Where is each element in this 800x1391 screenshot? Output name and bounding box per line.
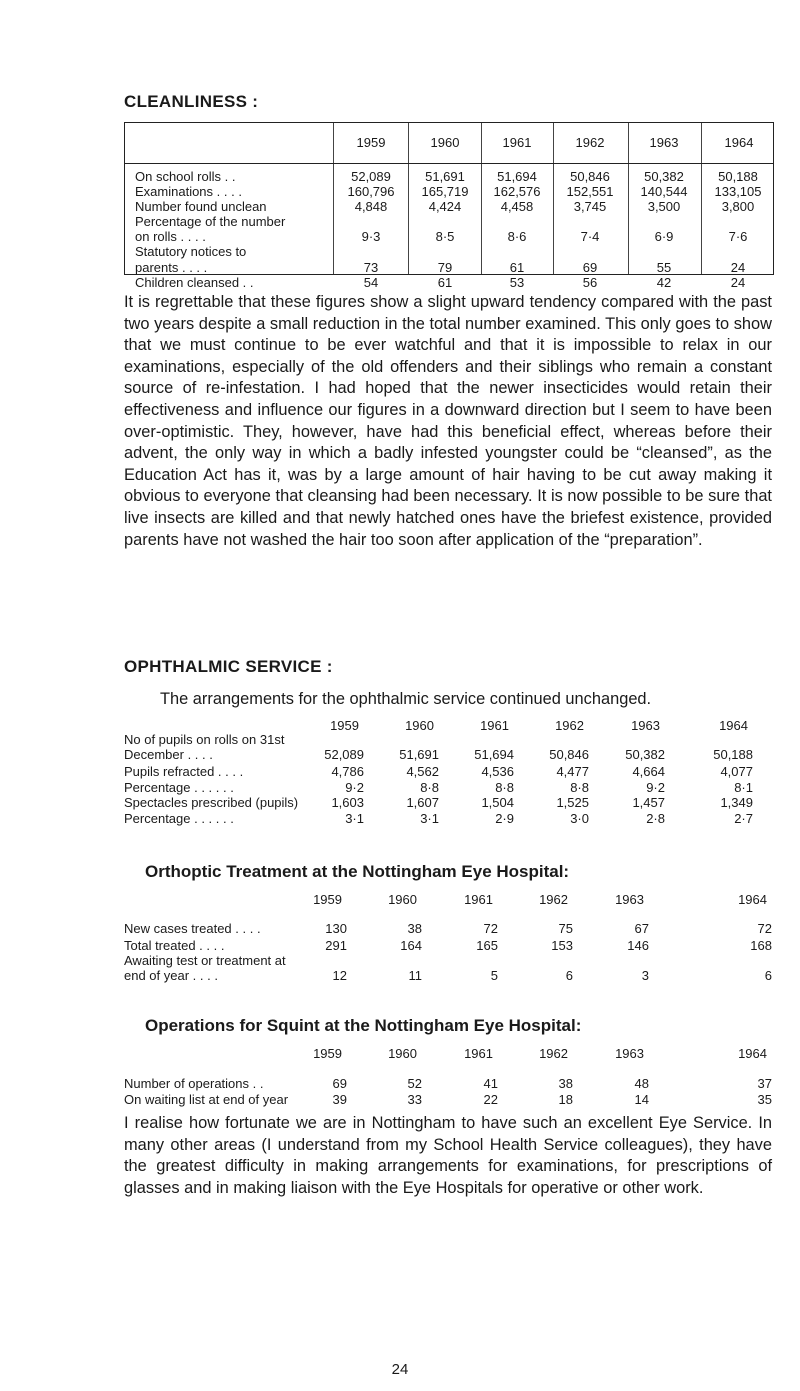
year-header: 1961 [502, 135, 532, 150]
table-cell: 42 [656, 275, 672, 290]
row-label: Total treated . . . . [124, 938, 225, 953]
table-cell: 4,664 [632, 764, 665, 779]
table-cell: 18 [558, 1092, 573, 1107]
table-cell: 72 [757, 921, 772, 936]
year-header: 1960 [430, 135, 460, 150]
year-header: 1959 [356, 135, 386, 150]
table-cell: 3·1 [345, 811, 364, 826]
year-header: 1959 [313, 892, 342, 907]
header-divider [125, 163, 773, 164]
table-cell: 22 [483, 1092, 498, 1107]
row-label: Spectacles prescribed (pupils) [124, 795, 299, 810]
table-row [124, 764, 774, 780]
table-cell: 1,603 [331, 795, 364, 810]
table-cell: 4,562 [406, 764, 439, 779]
year-header-row [124, 1046, 774, 1062]
table-cell: 8·5 [435, 229, 455, 244]
table-cell: 140,544 [640, 184, 688, 199]
table-row [124, 953, 774, 969]
table-cell: 9·2 [646, 780, 665, 795]
table-row [124, 968, 774, 984]
table-cell: 130 [325, 921, 347, 936]
row-label: Number of operations . . [124, 1076, 264, 1091]
table-cell: 51,694 [474, 747, 514, 762]
year-header: 1961 [464, 1046, 493, 1061]
year-header: 1961 [464, 892, 493, 907]
table-cell: 9·2 [345, 780, 364, 795]
year-header: 1963 [631, 718, 660, 733]
table-cell: 14 [634, 1092, 649, 1107]
row-label: December . . . . [124, 747, 213, 762]
table-cell: 50,382 [644, 169, 684, 184]
year-header: 1962 [539, 1046, 568, 1061]
year-header: 1960 [388, 892, 417, 907]
table-cell: 165,719 [421, 184, 469, 199]
table-row [124, 938, 774, 954]
table-cell: 291 [325, 938, 347, 953]
table-cell: 6 [764, 968, 772, 983]
table-cell: 67 [634, 921, 649, 936]
table-cell: 55 [656, 260, 672, 275]
table-cell: 79 [437, 260, 453, 275]
table-row [124, 795, 774, 811]
table-cell: 50,188 [713, 747, 753, 762]
row-label: On school rolls . . [135, 169, 236, 184]
table-row [124, 1092, 774, 1108]
ophthalmic-intro: The arrangements for the ophthalmic service continued unchanged. [160, 690, 652, 708]
year-header: 1962 [575, 135, 605, 150]
table-cell: 8·8 [570, 780, 589, 795]
table-cell: 11 [408, 968, 422, 983]
row-label: No of pupils on rolls on 31st [124, 732, 285, 747]
table-cell: 3,500 [647, 199, 681, 214]
year-header: 1960 [405, 718, 434, 733]
year-header: 1964 [724, 135, 754, 150]
squint-heading: Operations for Squint at the Nottingham Eye Hospital: [145, 1016, 582, 1035]
table-cell: 162,576 [493, 184, 541, 199]
table-cell: 2·8 [646, 811, 665, 826]
cleanliness-paragraph: It is regrettable that these figures show a slight upward tendency compared with the past two years despite a small reduction in the total number examined. This only goes to show that we must continue to be ever watchful and that it is impossible to relax in our examinations, especially of the old offenders and their siblings who remain a constant source of re-infestation. I had hoped that the newer insecticides would retain their effectiveness and influence our figures in a downward direction but I seem to have been over-optimistic. They, however, have had this beneficial effect, whereas before their advent, the only way in which a badly infested youngster could be “cleansed”, as the Education Act has it, was by a large amount of hair having to be cut away making it obvious to everyone that cleansing had been necessary. It is now possible to be sure that live insects are killed and that newly hatched ones have the briefest existence, provided parents have not washed the hair too soon after application of the “preparation”. [124, 293, 772, 549]
table-cell: 50,846 [549, 747, 589, 762]
table-cell: 7·4 [580, 229, 600, 244]
table-cell: 8·6 [507, 229, 527, 244]
year-header: 1962 [539, 892, 568, 907]
table-cell: 38 [407, 921, 422, 936]
table-cell: 3·1 [420, 811, 439, 826]
year-header: 1959 [313, 1046, 342, 1061]
table-cell: 4,477 [556, 764, 589, 779]
row-label: Awaiting test or treatment at [124, 953, 286, 968]
row-label: On waiting list at end of year [124, 1092, 289, 1107]
table-cell: 52 [407, 1076, 422, 1091]
table-cell: 35 [757, 1092, 772, 1107]
table-cell: 48 [634, 1076, 649, 1091]
row-label: Children cleansed . . [135, 275, 254, 290]
table-cell: 168 [750, 938, 772, 953]
table-cell: 69 [332, 1076, 347, 1091]
row-label: Number found unclean [135, 199, 267, 214]
row-label: Statutory notices to [135, 244, 247, 259]
table-cell: 75 [558, 921, 573, 936]
row-label: Percentage . . . . . . [124, 811, 234, 826]
year-header: 1964 [738, 892, 767, 907]
year-header: 1960 [388, 1046, 417, 1061]
table-cell: 165 [476, 938, 498, 953]
table-cell: 24 [730, 260, 746, 275]
ophthalmic-heading: OPHTHALMIC SERVICE : [124, 657, 333, 676]
table-cell: 52,089 [351, 169, 391, 184]
row-label: Examinations . . . . [135, 184, 242, 199]
row-label: Percentage of the number [135, 214, 286, 229]
closing-paragraph: I realise how fortunate we are in Nottingham to have such an excellent Eye Service. In many other areas (I understand from my School Health Service colleagues), they have the greatest difficulty in making arrangements for examinations, for prescriptions of glasses and in making liaison with the Eye Hospitals for operative or other work. [124, 1114, 772, 1197]
table-cell: 24 [730, 275, 746, 290]
table-row [124, 780, 774, 796]
table-cell: 2·9 [495, 811, 514, 826]
table-row [124, 732, 774, 748]
table-cell: 4,458 [500, 199, 534, 214]
table-cell: 4,077 [720, 764, 753, 779]
table-cell: 7·6 [728, 229, 748, 244]
table-cell: 50,382 [625, 747, 665, 762]
table-cell: 37 [757, 1076, 772, 1091]
year-header: 1963 [615, 892, 644, 907]
table-cell: 1,457 [632, 795, 665, 810]
year-header: 1964 [738, 1046, 767, 1061]
table-cell: 50,846 [570, 169, 610, 184]
table-cell: 33 [407, 1092, 422, 1107]
table-cell: 1,525 [556, 795, 589, 810]
cleanliness-heading: CLEANLINESS : [124, 92, 259, 111]
table-cell: 72 [483, 921, 498, 936]
year-header: 1963 [615, 1046, 644, 1061]
table-cell: 51,694 [497, 169, 537, 184]
table-cell: 4,424 [428, 199, 462, 214]
table-cell: 61 [437, 275, 453, 290]
year-header: 1961 [480, 718, 509, 733]
table-cell: 153 [551, 938, 573, 953]
year-header: 1964 [719, 718, 748, 733]
table-cell: 3,745 [573, 199, 607, 214]
table-cell: 39 [332, 1092, 347, 1107]
row-label: Pupils refracted . . . . [124, 764, 244, 779]
cleanliness-table [124, 122, 774, 290]
table-cell: 9·3 [361, 229, 381, 244]
table-cell: 50,188 [718, 169, 758, 184]
table-cell: 53 [509, 275, 525, 290]
row-label: New cases treated . . . . [124, 921, 261, 936]
table-cell: 73 [363, 260, 379, 275]
table-cell: 61 [509, 260, 525, 275]
table-cell: 1,607 [406, 795, 439, 810]
table-cell: 3·0 [570, 811, 589, 826]
table-cell: 51,691 [425, 169, 465, 184]
table-cell: 4,536 [481, 764, 514, 779]
table-cell: 52,089 [324, 747, 364, 762]
table-cell: 8·1 [734, 780, 753, 795]
table-cell: 8·8 [420, 780, 439, 795]
table-cell: 3 [641, 968, 649, 983]
table-row [124, 921, 774, 937]
table-cell: 54 [363, 275, 379, 290]
table-cell: 152,551 [566, 184, 614, 199]
table-cell: 3,800 [721, 199, 755, 214]
table-cell: 146 [627, 938, 649, 953]
table-row [124, 747, 774, 763]
table-cell: 41 [483, 1076, 498, 1091]
year-header-row [124, 892, 774, 908]
orthoptic-heading: Orthoptic Treatment at the Nottingham Eye Hospital: [145, 862, 570, 881]
table-cell: 69 [582, 260, 598, 275]
table-row [124, 1076, 774, 1092]
table-cell: 1,349 [720, 795, 753, 810]
table-cell: 133,105 [714, 184, 762, 199]
table-cell: 56 [582, 275, 598, 290]
table-cell: 6·9 [654, 229, 674, 244]
table-cell: 164 [400, 938, 422, 953]
table-row [124, 811, 774, 827]
table-cell: 12 [332, 968, 347, 983]
year-header: 1959 [330, 718, 359, 733]
table-cell: 6 [565, 968, 573, 983]
table-cell: 38 [558, 1076, 573, 1091]
row-label: Percentage . . . . . . [124, 780, 234, 795]
row-label: on rolls . . . . [135, 229, 206, 244]
table-cell: 4,786 [331, 764, 364, 779]
row-label: end of year . . . . [124, 968, 218, 983]
page-number: 24 [391, 1361, 409, 1378]
table-cell: 4,848 [354, 199, 388, 214]
row-label: parents . . . . [135, 260, 208, 275]
table-cell: 160,796 [347, 184, 395, 199]
year-header: 1963 [649, 135, 679, 150]
table-cell: 8·8 [495, 780, 514, 795]
table-cell: 5 [490, 968, 498, 983]
table-cell: 2·7 [734, 811, 753, 826]
table-cell: 1,504 [481, 795, 514, 810]
year-header: 1962 [555, 718, 584, 733]
table-cell: 51,691 [399, 747, 439, 762]
